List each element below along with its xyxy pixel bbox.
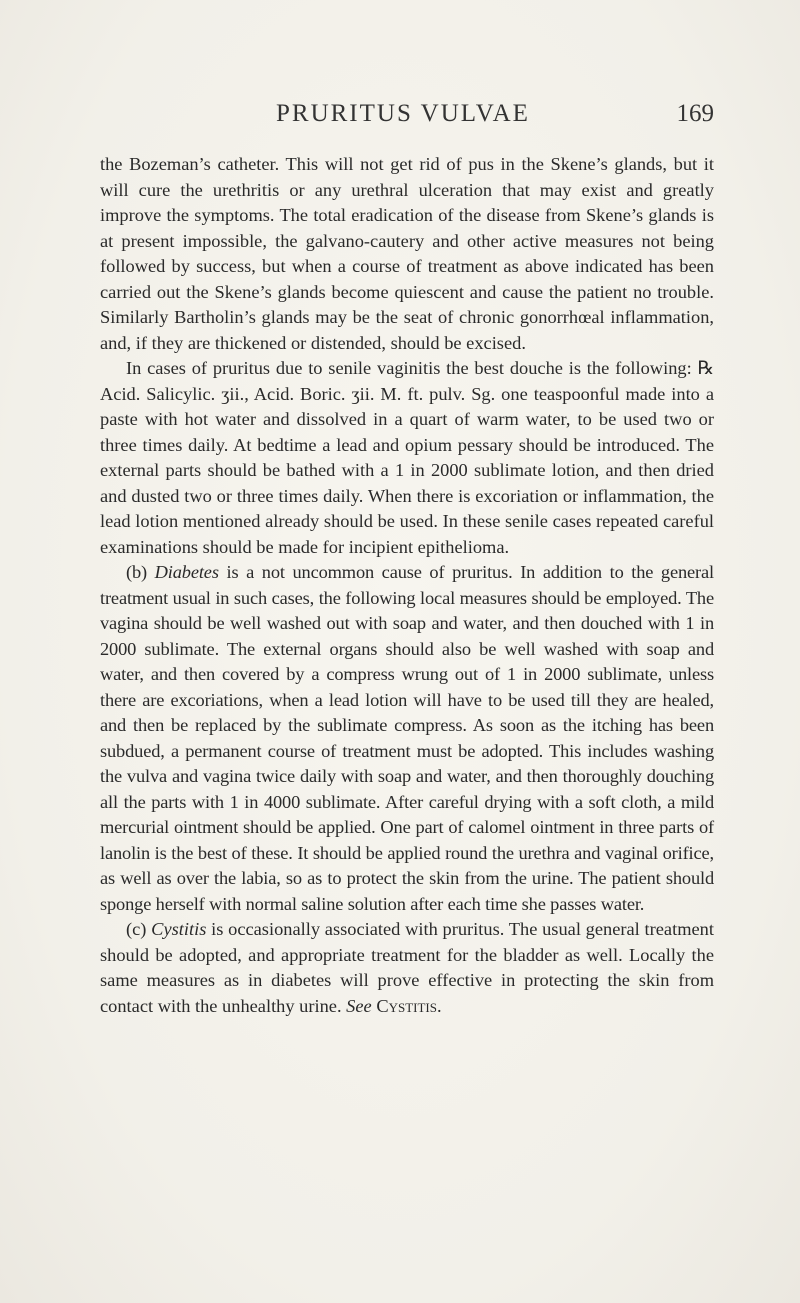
page-number: 169: [676, 100, 714, 127]
paragraph-text: In cases of pruritus due to senile vaginitis the best douche is the following: ℞ Acid. Salicylic. ʒii., Acid. Boric. ʒii. M. ft. pulv. Sg. one teaspoonful made into a paste with hot water and dissolved in a quart of warm water, to be used two or three times daily. At bedtime a lead and opium pessary should be introduced. The external parts should be bathed with a 1 in 2000 sublimate lotion, and then dried and dusted two or three times daily. When there is excoriation or inflammation, the lead lotion mentioned already should be used. In these senile cases repeated careful examinations should be made for incipient epithelioma.: [100, 358, 714, 557]
body-text: [100, 152, 714, 1019]
section-label: (c): [126, 919, 147, 939]
see-also-prefix: See: [346, 995, 372, 1016]
paragraph-text: is a not uncommon cause of pruritus. In addition to the general treatment usual in such cases, the following local measures should be employed. The vagina should be well washed out with soap and water, and then douched with 1 in 2000 sublimate. The external organs should also be well washed with soap and water, and then covered by a compress wrung out of 1 in 2000 sublimate, unless there are excoriations, when a lead lotion will have to be used till they are healed, and then be replaced by the sublimate compress. As soon as the itching has been subdued, a permanent course of treatment must be adopted. This includes washing the vulva and vagina twice daily with soap and water, and then thoroughly douching all the parts with 1 in 4000 sublimate. After careful drying with a soft cloth, a mild mercurial ointment should be applied. One part of calomel ointment in three parts of lanolin is the best of these. It should be applied round the urethra and vaginal orifice, as well as over the labia, so as to protect the skin from the urine. The patient should sponge herself with normal saline solution after each time she passes water.: [100, 562, 714, 914]
paragraph-text: is occasionally associated with pruritus. The usual general treatment should be adopted, and appropriate treatment for the bladder as well. Locally the same measures as in diabetes will prove effective in protecting the skin from contact with the unhealthy urine.: [100, 919, 714, 1016]
paragraph-cystitis: [100, 917, 714, 1019]
running-title: PRURITUS VULVAE: [276, 100, 530, 127]
see-also-reference: Cystitis.: [376, 995, 442, 1016]
paragraph-senile-vaginitis: [100, 356, 714, 560]
paragraph-diabetes: [100, 560, 714, 917]
paragraph-text: the Bozeman’s catheter. This will not get rid of pus in the Skene’s glands, but it will cure the urethritis or any urethral ulceration that may exist and greatly improve the symptoms. The total eradication of the disease from Skene’s glands is at present impossible, the galvano-cautery and other active measures not being followed by success, but when a course of treatment as above indicated has been carried out the Skene’s glands become quiescent and cause the patient no trouble. Similarly Bartholin’s glands may be the seat of chronic gonorrhœal inflammation, and, if they are thickened or distended, should be excised.: [100, 154, 714, 353]
paragraph-skenes-glands: [100, 152, 714, 356]
section-term: Diabetes: [154, 562, 219, 582]
section-label: (b): [126, 562, 147, 582]
running-head: [100, 100, 714, 140]
section-term: Cystitis: [151, 919, 207, 939]
